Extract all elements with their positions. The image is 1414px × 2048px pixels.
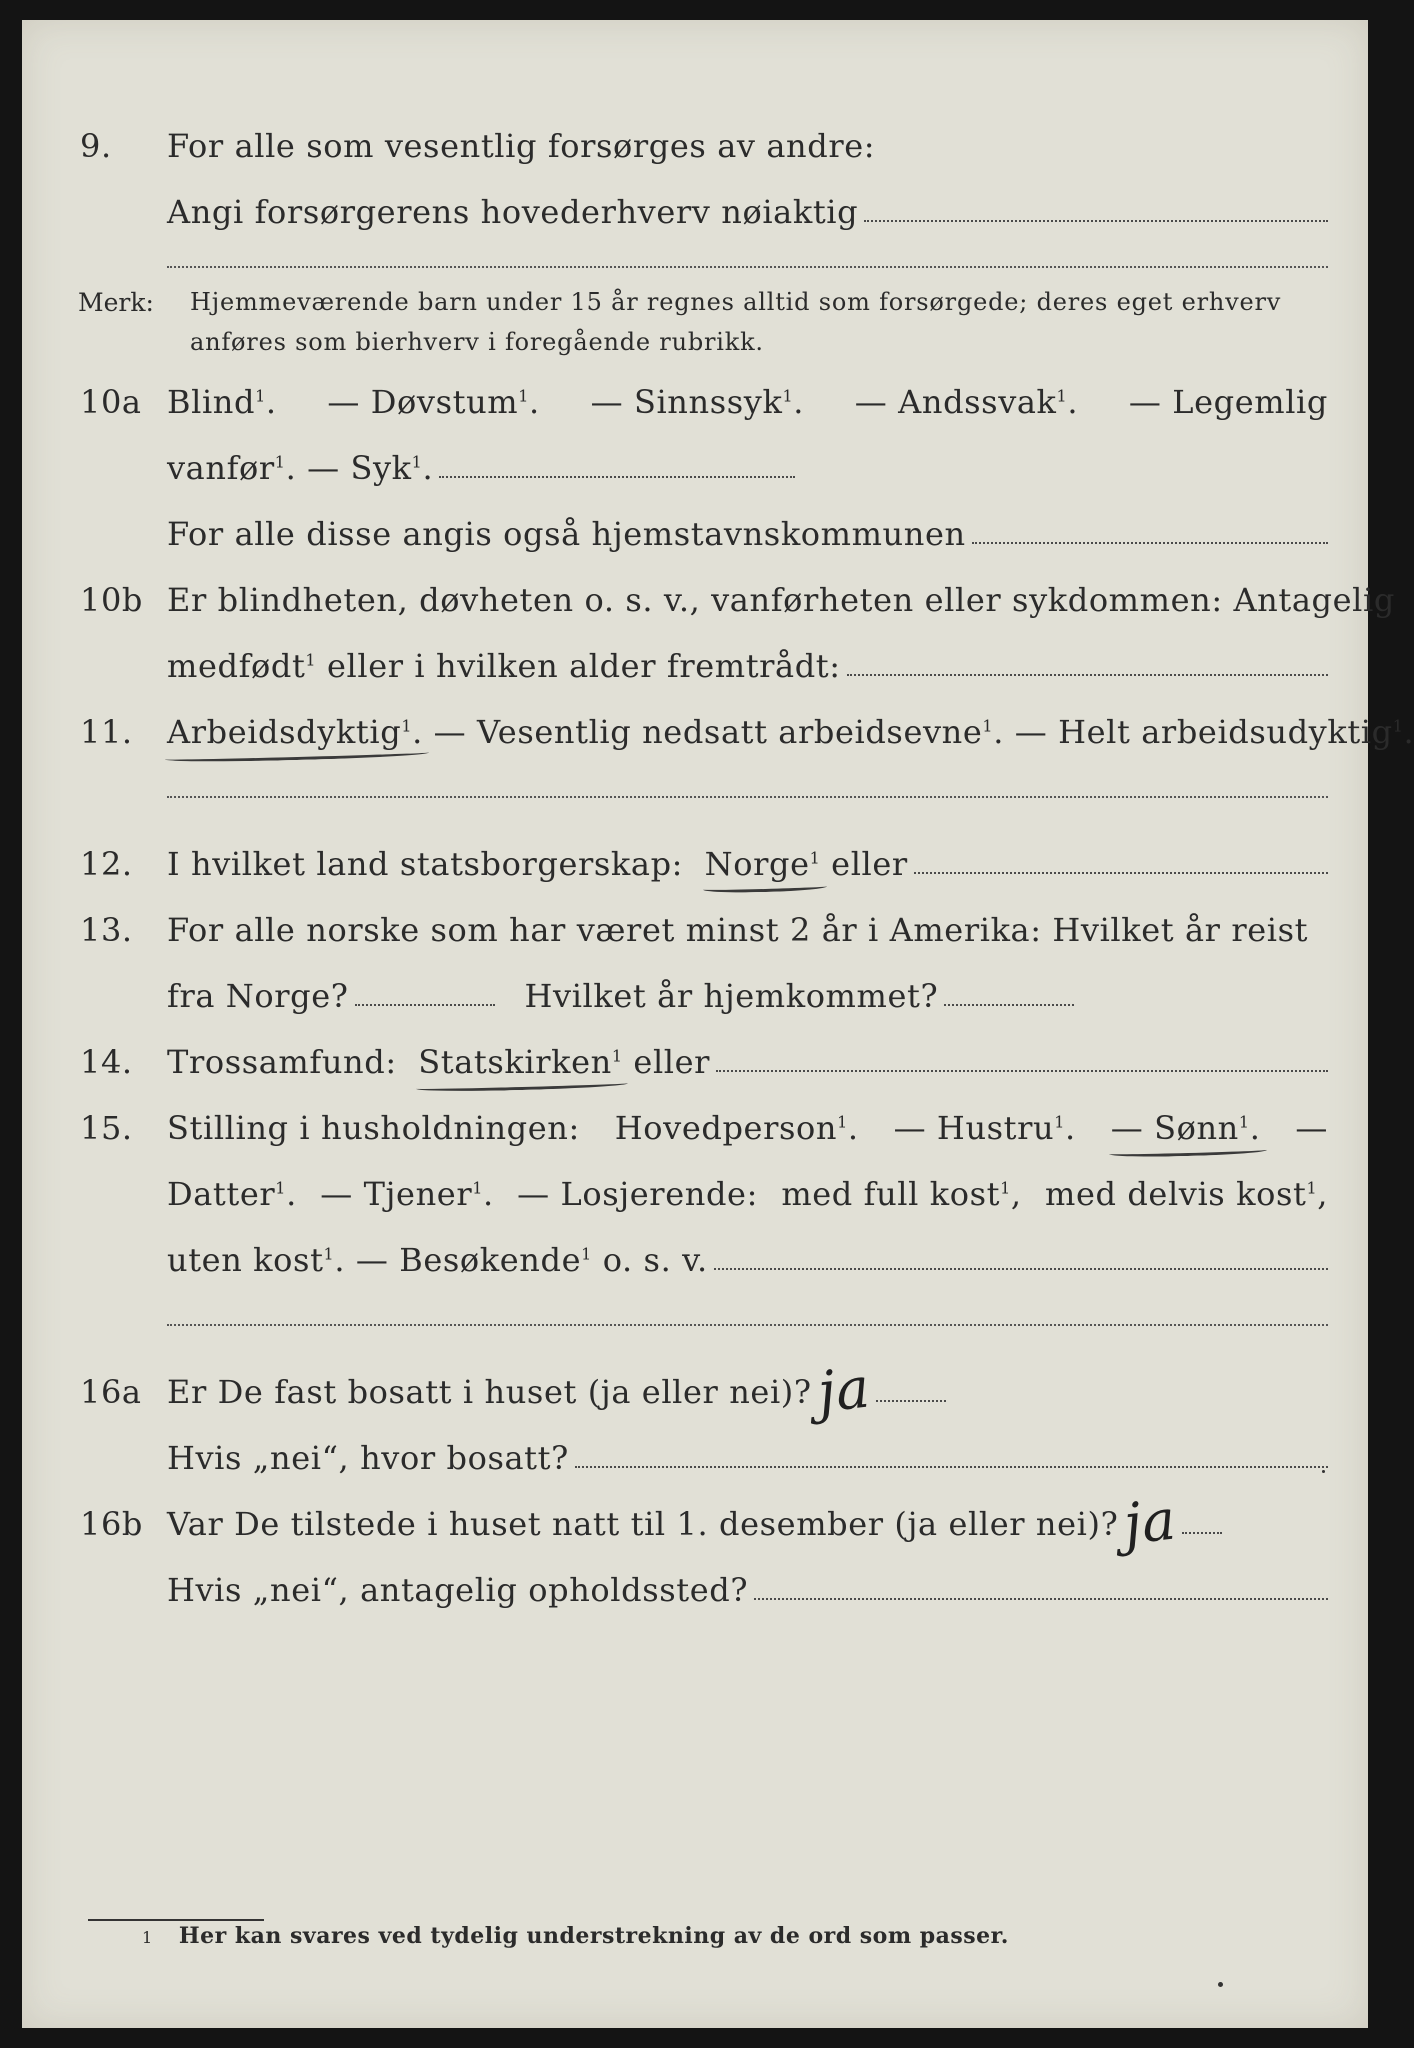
q14-line [22, 1028, 1368, 1084]
q11-blank-rule[interactable] [167, 796, 1328, 798]
q15-answer-field[interactable] [714, 1268, 1328, 1270]
q10b-text: Er blindheten, døvheten o. s. v., vanførheten eller sykdommen: Antagelig [167, 581, 1395, 619]
option-losjerende: — Losjerende: [517, 1175, 758, 1213]
q15-line1 [22, 1094, 1368, 1150]
footnote-text: Her kan svares ved tydelig understrekning av de ord som passer. [178, 1923, 1009, 1949]
ink-speck [1322, 1470, 1325, 1473]
q14-prompt: Trossamfund: [167, 1043, 397, 1081]
option-dovstum: — Døvstum$^1$. [327, 383, 540, 421]
q15-number: 15. [80, 1109, 133, 1147]
q9-text: For alle som vesentlig forsørges av andre: [167, 127, 876, 165]
q16b-line2 [22, 1556, 1368, 1612]
q9-answer-field[interactable] [864, 220, 1328, 222]
option-udyktig: — Helt arbeidsudyktig$^1$. [1014, 713, 1414, 751]
q16b-number: 16b [80, 1505, 144, 1543]
q10a-syk-field[interactable] [439, 476, 795, 478]
q13-text: For alle norske som har været minst 2 år i Amerika: Hvilket år reist [167, 911, 1309, 949]
q10a-number: 10a [80, 383, 142, 421]
option-full-kost: med full kost$^1$, [781, 1175, 1022, 1213]
q13-line1 [22, 896, 1368, 952]
merk-line1: Hjemmeværende barn under 15 år regnes alltid som forsørgede; deres eget erhverv [190, 288, 1282, 316]
option-uten-kost: uten kost$^1$. [167, 1241, 356, 1279]
q16a-handwritten-answer: ja [814, 1355, 873, 1426]
q15-blank-rule[interactable] [167, 1324, 1328, 1326]
merk-line2: anføres som bierhverv i foregående rubrikk. [190, 328, 764, 356]
q16b-opholdssted-field[interactable] [754, 1598, 1328, 1600]
option-besokende: — Besøkende$^1$ [355, 1241, 592, 1279]
q10b-line1 [22, 566, 1395, 622]
option-vanfor: vanfør$^1$. [167, 449, 308, 487]
q10a-line2 [22, 434, 1368, 490]
q16a-prompt: Er De fast bosatt i huset (ja eller nei)? [167, 1373, 812, 1411]
option-tjener: — Tjener$^1$. [320, 1175, 494, 1213]
q15-line2 [22, 1160, 1368, 1216]
option-hovedperson: Hovedperson$^1$. [614, 1109, 859, 1147]
q12-eller: eller [831, 845, 908, 883]
option-legemlig: — Legemlig [1128, 383, 1328, 421]
q9-line1 [22, 112, 1368, 168]
q10b-line2 [22, 632, 1368, 688]
q16a-number: 16a [80, 1373, 142, 1411]
option-sinnssyk: — Sinnssyk$^1$. [590, 383, 804, 421]
q15-line3 [22, 1226, 1368, 1282]
q16a-answer-field[interactable] [876, 1400, 946, 1402]
footnote-rule [88, 1919, 264, 1921]
ink-speck [1218, 1982, 1223, 1987]
q15-dash: — [1295, 1109, 1328, 1147]
q16b-handwritten-answer: ja [1121, 1487, 1180, 1558]
q16b-answer-field[interactable] [1182, 1532, 1222, 1534]
option-datter: Datter$^1$. [167, 1175, 297, 1213]
q11-number: 11. [80, 713, 133, 751]
q9-number: 9. [80, 127, 112, 165]
option-statskirken-underlined[interactable]: Statskirken$^1$ [418, 1043, 623, 1081]
q9-prompt: Angi forsørgerens hovederhverv nøiaktig [167, 193, 859, 231]
option-syk: — Syk$^1$. [307, 449, 434, 487]
q12-answer-field[interactable] [914, 872, 1328, 874]
q9-line2 [22, 178, 1368, 234]
option-andssvak: — Andssvak$^1$. [854, 383, 1079, 421]
q16a-line1 [22, 1355, 1368, 1426]
merk-label: Merk: [78, 288, 154, 317]
q10a-hjemstavn-prompt: For alle disse angis også hjemstavnskommunen [167, 515, 966, 553]
q11-line [22, 698, 1414, 754]
q10b-alder-field[interactable] [847, 674, 1328, 676]
q15-prompt: Stilling i husholdningen: [167, 1109, 580, 1147]
q10a-line1 [22, 368, 1368, 424]
option-delvis-kost: med delvis kost$^1$, [1045, 1175, 1328, 1213]
census-form-page [22, 20, 1414, 2028]
q15-osv: o. s. v. [602, 1241, 708, 1279]
q10b-number: 10b [80, 581, 144, 619]
q13-reist-field[interactable] [355, 1004, 495, 1006]
q12-prompt: I hvilket land statsborgerskap: [167, 845, 684, 883]
q13-number: 13. [80, 911, 133, 949]
footnote [142, 1923, 1009, 1949]
option-arbeidsdyktig-underlined[interactable]: Arbeidsdyktig$^1$. [167, 713, 423, 751]
q16a-line2 [22, 1424, 1368, 1480]
q13-reist-prompt: fra Norge? [167, 977, 349, 1015]
q9-blank-rule[interactable] [167, 266, 1328, 268]
option-medfodt: medfødt$^1$ [167, 647, 317, 685]
q14-answer-field[interactable] [716, 1070, 1328, 1072]
q16a-bosatt-prompt: Hvis „nei“, hvor bosatt? [167, 1439, 569, 1477]
option-nedsatt: — Vesentlig nedsatt arbeidsevne$^1$. [433, 713, 1004, 751]
q10a-line3 [22, 500, 1368, 556]
q13-hjemkommet-prompt: Hvilket år hjemkommet? [524, 977, 939, 1015]
option-hustru: — Hustru$^1$. [893, 1109, 1076, 1147]
q16b-opholdssted-prompt: Hvis „nei“, antagelig opholdssted? [167, 1571, 749, 1609]
q12-number: 12. [80, 845, 133, 883]
footnote-mark: 1 [142, 1928, 153, 1947]
q14-number: 14. [80, 1043, 133, 1081]
q13-hjemkommet-field[interactable] [944, 1004, 1074, 1006]
q16b-line1 [22, 1487, 1368, 1558]
q16a-bosatt-field[interactable] [575, 1466, 1328, 1468]
q12-line [22, 830, 1368, 886]
q13-line2 [22, 962, 1368, 1018]
q10b-alder-prompt: eller i hvilken alder fremtrådt: [326, 647, 841, 685]
q10a-hjemstavn-field[interactable] [972, 542, 1328, 544]
q16b-prompt: Var De tilstede i huset natt til 1. desember (ja eller nei)? [167, 1505, 1119, 1543]
option-sonn-underlined[interactable]: — Sønn$^1$. [1110, 1109, 1261, 1147]
q14-eller: eller [633, 1043, 711, 1081]
option-blind: Blind$^1$. [167, 383, 277, 421]
option-norge-underlined[interactable]: Norge$^1$ [704, 845, 821, 883]
